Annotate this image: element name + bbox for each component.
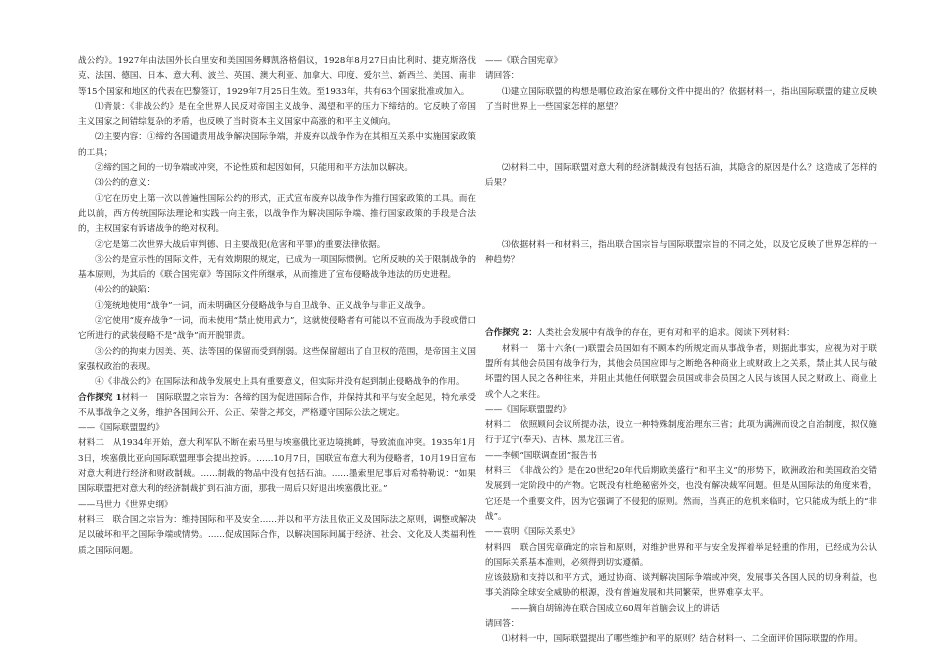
paragraph-r10 bbox=[485, 449, 877, 464]
answer-space bbox=[485, 268, 877, 326]
paragraph-l1 bbox=[78, 54, 476, 100]
paragraph-text: ⑶依据材料一和材料三，指出联合国宗旨与国际联盟宗旨的不同之处，以及它反映了世界怎样的一种趋势？ bbox=[485, 239, 877, 266]
paragraph-l4 bbox=[78, 161, 476, 176]
paragraph-r13 bbox=[485, 541, 877, 572]
paragraph-text: ④《非战公约》在国际法和战争发展史上具有重要意义，但实际并没有起到制止侵略战争的作用。 bbox=[95, 377, 465, 388]
left-column bbox=[78, 54, 476, 559]
paragraph-r8 bbox=[485, 403, 877, 418]
paragraph-text: 材料一 国际联盟之宗旨为：各缔约国为促进国际合作，并保持其和平与安全起见，特允承受不从事战争之义务，维护各国间公开、公正、荣誉之邦交，严格遵守国际公法之规定。 bbox=[78, 392, 476, 418]
paragraph-l3 bbox=[78, 130, 476, 161]
paragraph-l5 bbox=[78, 176, 476, 191]
paragraph-l11 bbox=[78, 314, 476, 345]
paragraph-r17 bbox=[485, 632, 877, 647]
paragraph-r4 bbox=[485, 161, 877, 192]
paragraph-l18 bbox=[78, 513, 476, 559]
paragraph-text: ①笼统地使用“战争”一词，而未明确区分侵略战争与自卫战争、正义战争与非正义战争。 bbox=[95, 300, 431, 311]
paragraph-l8 bbox=[78, 253, 476, 284]
paragraph-text: ②缔约国之间的一切争端或冲突，不论性质和起因如何，只能用和平方法加以解决。 bbox=[95, 163, 413, 174]
paragraph-r6 bbox=[485, 326, 877, 341]
paragraph-text: ③公约是宣示性的国际文件，无有效期限的规定，已成为一项国际惯例。它所反映的关于限制战争的基本原则，为其后的《联合国宪章》等国际文件所继承，从而推进了宣布侵略战争违法的历史进程。 bbox=[78, 254, 476, 281]
paragraph-r16 bbox=[485, 617, 877, 632]
paragraph-text: 材料三 《非战公约》是在20世纪20年代后期欧美盛行“和平主义”的形势下，欧洲政治和美国政治交错发展到一定阶段中的产物。它既没有杜绝秘密外交，也没有解决裁军问题。但是从国际法的角度来看，它还是一个重要文件，因为它强调了不侵犯的原则。然而，当真正的危机来临时，它只能成为纸上的“非战”。 bbox=[485, 466, 877, 522]
paragraph-text: ⑶公约的意义： bbox=[95, 178, 156, 189]
paragraph-r1 bbox=[485, 54, 877, 69]
paragraph-text: ⑴建立国际联盟的构想是哪位政治家在哪份文件中提出的？依据材料一，指出国际联盟的建立反映了当时世界上一些国家怎样的愿望？ bbox=[485, 86, 877, 112]
paragraph-l10 bbox=[78, 299, 476, 314]
paragraph-l6 bbox=[78, 192, 476, 238]
paragraph-text: ——李顿“国联调查团”报告书 bbox=[485, 450, 597, 461]
paragraph-text: 材料二 依照顾问会议所提办法，设立一种特殊制度治理东三省；此项为满洲而设之自治制度，拟仅施行于辽宁(奉天)、吉林、黑龙江三省。 bbox=[485, 420, 877, 446]
section-heading: 合作探究 2： bbox=[485, 328, 537, 339]
paragraph-r15 bbox=[485, 602, 877, 617]
paragraph-text: 请回答： bbox=[485, 619, 520, 630]
paragraph-text: 战公约》。1927年由法国外长白里安和美国国务卿凯洛格倡议，1928年8月27日由比利时、捷克斯洛伐克、法国、德国、日本、意大利、波兰、英国、澳大利亚、加拿大、印度、爱尔兰、新西兰、美国、南非等15个国家和地区的代表在巴黎签订，1929年7月25日生效。至1933年，共有63个国家批准或加入。 bbox=[78, 56, 476, 97]
paragraph-text: 材料三 联合国之宗旨为：维持国际和平及安全……并以和平方法且依正义及国际法之原则，调整或解决足以破坏和平之国际争端或情势。……促成国际合作，以解决国际间属于经济、社会、文化及人类福利性质之国际问题。 bbox=[78, 514, 476, 556]
paragraph-l7 bbox=[78, 238, 476, 253]
paragraph-text: ①它在历史上第一次以普遍性国际公约的形式，正式宣布废弃以战争作为推行国家政策的工具。而在此以前，西方传统国际法理论和实践一向主张，以战争作为解决国际争端、推行国家政策的手段是合法的，主权国家有诉诸战争的绝对权利。 bbox=[78, 193, 476, 235]
paragraph-text: 人类社会发展中有战争的存在，更有对和平的追求。阅读下列材料： bbox=[536, 328, 795, 339]
paragraph-text: 请回答： bbox=[485, 71, 520, 82]
paragraph-l17 bbox=[78, 498, 476, 513]
paragraph-text: ②它使用“废弃战争”一词，而未使用“禁止使用武力”，这就使侵略者有可能以不宣而战为手段或借口它所进行的武装侵略不是“战争”而开脱罪责。 bbox=[78, 316, 476, 342]
paragraph-text: ⑵主要内容：①缔约各国谴责用战争解决国际争端，并废弃以战争作为在其相互关系中实施国家政策的工具； bbox=[78, 132, 476, 158]
paragraph-text: ⑴材料一中，国际联盟提出了哪些维护和平的原则？结合材料一、二全面评价国际联盟的作用。 bbox=[502, 634, 863, 645]
paragraph-text: 材料一 第十六条(一)联盟会员国如有不顾本约所规定而从事战争者，则据此事实，应视为对于联盟所有其他会员国有战争行为，其他会员国应即与之断绝各种商业上或财政上之关系，禁止其人民与破坏盟约国人民之各种往来，并阻止其他任何联盟会员国或非会员国之人民与该国人民之财政上、商业上或个人之来往。 bbox=[485, 343, 877, 400]
paragraph-l2 bbox=[78, 100, 476, 131]
paragraph-text: ⑴背景：《非战公约》是在全世界人民反对帝国主义战争、渴望和平的压力下缔结的。它反映了帝国主义国家之间错综复杂的矛盾，也反映了当时资本主义国家中高涨的和平主义倾向。 bbox=[78, 101, 476, 128]
paragraph-r3 bbox=[485, 85, 877, 116]
paragraph-r5 bbox=[485, 238, 877, 269]
paragraph-text: 应该鼓励和支持以和平方式，通过协商、谈判解决国际争端或冲突，发展事关各国人民的切身利益，也事关消除全球安全威胁的根源，没有普遍发展和共同繁荣，世界难享太平。 bbox=[485, 573, 877, 599]
paragraph-text: ——马世力《世界史纲》 bbox=[78, 499, 173, 510]
paragraph-text: 材料四 联合国宪章确定的宗旨和原则，对维护世界和平与安全发挥着举足轻重的作用，已经成为公认的国际关系基本准则，必须得到切实遵循。 bbox=[485, 542, 877, 568]
paragraph-text: 材料二 从1934年开始，意大利军队不断在索马里与埃塞俄比亚边境挑衅，导致流血冲突。1935年1月3日，埃塞俄比亚向国际联盟理事会提出控诉。……10月7日，国联宣布意大利为侵略者，10月19日宣布对意大利进行经济和财政制裁。……制裁的物品中没有包括石油。……墨索里尼事后对希特勒说：“如果国际联盟把对意大利的经济制裁扩到石油方面，那我一周后只好退出埃塞俄比亚。” bbox=[78, 438, 476, 495]
paragraph-l16 bbox=[78, 436, 476, 497]
paragraph-text: ——《国际联盟盟约》 bbox=[485, 404, 571, 415]
paragraph-r2 bbox=[485, 69, 877, 84]
paragraph-text: ⑷公约的缺陷： bbox=[95, 285, 156, 296]
paragraph-text: ——摘自胡锦涛在联合国成立60周年首脑会议上的讲话 bbox=[511, 603, 720, 614]
paragraph-text: ——《国际联盟盟约》 bbox=[78, 423, 164, 434]
right-column bbox=[485, 54, 877, 648]
paragraph-l15 bbox=[78, 421, 476, 436]
paragraph-r14 bbox=[485, 571, 877, 602]
paragraph-text: ——袁明《国际关系史》 bbox=[485, 527, 580, 538]
paragraph-r7 bbox=[485, 342, 877, 403]
paragraph-text: ⑵材料二中，国际联盟对意大利的经济制裁没有包括石油，其隐含的原因是什么？这造成了怎样的后果？ bbox=[485, 163, 877, 189]
answer-space bbox=[485, 192, 877, 238]
paragraph-r11 bbox=[485, 464, 877, 525]
section-heading: 合作探究 1 bbox=[78, 392, 122, 403]
paragraph-text: ②它是第二次世界大战后审判德、日主要战犯(危害和平罪)的重要法律依据。 bbox=[95, 239, 386, 250]
paragraph-r12 bbox=[485, 525, 877, 540]
paragraph-l14 bbox=[78, 391, 476, 422]
paragraph-l12 bbox=[78, 345, 476, 376]
answer-space bbox=[485, 115, 877, 161]
paragraph-l13 bbox=[78, 375, 476, 390]
paragraph-r9 bbox=[485, 418, 877, 449]
paragraph-text: ——《联合国宪章》 bbox=[485, 56, 563, 66]
paragraph-l9 bbox=[78, 283, 476, 298]
paragraph-text: ③公约的拘束力因美、英、法等国的保留而受到削弱。这些保留超出了自卫权的范围，是帝国主义国家强权政治的表现。 bbox=[78, 346, 476, 372]
